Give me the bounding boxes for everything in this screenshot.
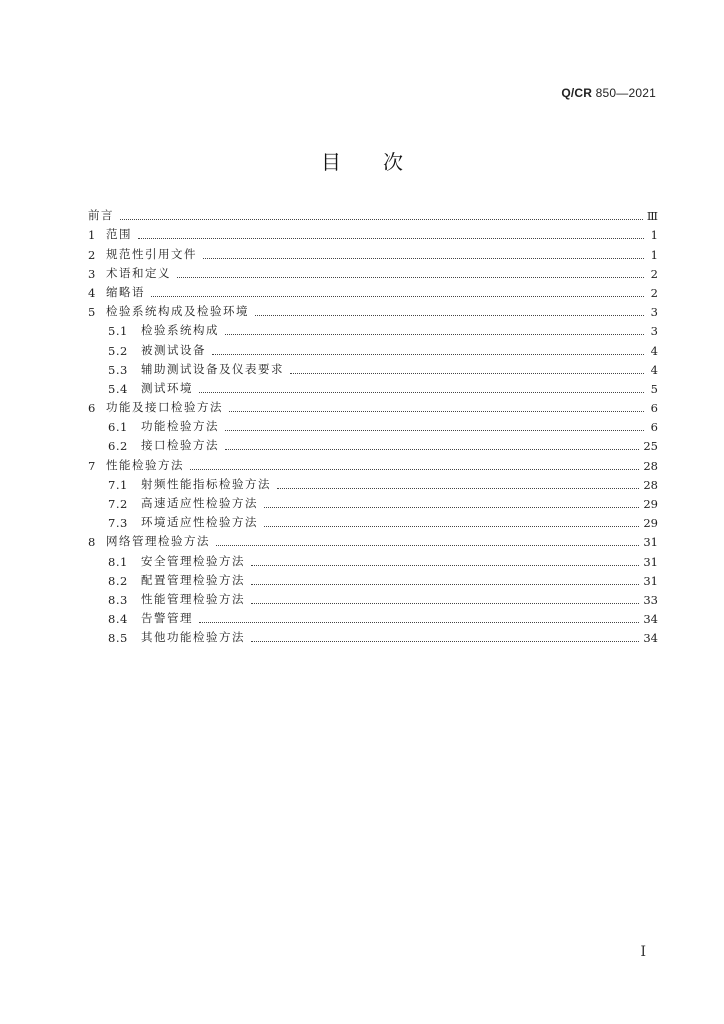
toc-entry[interactable] xyxy=(88,607,658,626)
toc-entry-label: 性能检验方法 xyxy=(106,457,184,472)
toc-leader-dots xyxy=(229,411,644,412)
toc-entry-number: 6 xyxy=(88,401,96,416)
toc-leader-dots xyxy=(290,373,644,374)
toc-entry-page: 5 xyxy=(650,381,658,396)
toc-leader-dots xyxy=(212,354,644,355)
document-code-prefix: Q/CR xyxy=(561,86,593,100)
toc-entry-label: 被测试设备 xyxy=(141,342,206,357)
toc-entry[interactable] xyxy=(88,396,658,415)
toc-leader-dots xyxy=(264,526,639,527)
toc-entry[interactable] xyxy=(88,530,658,549)
toc-entry-number: 7.3 xyxy=(108,516,128,531)
footer-page-number: I xyxy=(640,944,646,960)
toc-entry-number: 8.1 xyxy=(108,554,128,569)
toc-entry[interactable] xyxy=(88,204,658,223)
document-code xyxy=(561,86,656,100)
toc-leader-dots xyxy=(216,545,639,546)
toc-entry-page: 34 xyxy=(643,631,658,646)
toc-entry-label: 配置管理检验方法 xyxy=(141,572,245,587)
toc-entry-label: 规范性引用文件 xyxy=(106,246,197,261)
toc-leader-dots xyxy=(203,258,644,259)
toc-entry-label: 高速适应性检验方法 xyxy=(141,496,258,510)
toc-leader-dots xyxy=(199,392,644,393)
table-of-contents xyxy=(88,204,658,645)
toc-entry-number: 5.4 xyxy=(108,381,128,396)
toc-entry-page: 29 xyxy=(643,516,658,531)
toc-entry-label: 告警管理 xyxy=(141,611,193,626)
toc-leader-dots xyxy=(225,449,639,450)
toc-entry-number: 8 xyxy=(88,535,96,550)
toc-entry[interactable] xyxy=(88,281,658,300)
page-title: 目次 xyxy=(321,150,445,174)
toc-entry-number: 5 xyxy=(88,305,96,320)
toc-entry-page: 28 xyxy=(643,477,658,492)
toc-entry-page: 31 xyxy=(643,535,658,550)
toc-entry-page: 29 xyxy=(643,497,658,511)
toc-entry-label: 缩略语 xyxy=(106,284,145,299)
toc-entry[interactable] xyxy=(88,569,658,588)
toc-entry[interactable] xyxy=(88,223,658,242)
toc-entry-page: 3 xyxy=(650,324,658,339)
toc-entry[interactable] xyxy=(88,415,658,434)
toc-entry-label: 辅助测试设备及仪表要求 xyxy=(141,361,284,376)
toc-leader-dots xyxy=(120,219,643,220)
toc-entry-page: 2 xyxy=(650,285,658,300)
toc-entry-page: 33 xyxy=(643,592,658,607)
toc-leader-dots xyxy=(251,565,639,566)
toc-entry-number: 1 xyxy=(88,228,96,243)
toc-entry-label: 检验系统构成及检验环境 xyxy=(106,304,249,319)
toc-entry[interactable] xyxy=(88,588,658,607)
toc-leader-dots xyxy=(255,315,644,316)
toc-leader-dots xyxy=(138,238,644,239)
toc-leader-dots xyxy=(264,507,639,508)
toc-entry-label: 环境适应性检验方法 xyxy=(141,515,258,530)
toc-entry-number: 5.1 xyxy=(108,324,128,339)
document-code-number: 850—2021 xyxy=(595,86,656,100)
toc-entry[interactable] xyxy=(88,338,658,357)
toc-entry[interactable] xyxy=(88,300,658,319)
toc-leader-dots xyxy=(277,488,639,489)
toc-entry-page: 2 xyxy=(650,266,658,281)
toc-entry-number: 8.4 xyxy=(108,612,128,627)
toc-entry-number: 7 xyxy=(88,458,96,473)
toc-entry-number: 4 xyxy=(88,285,96,300)
toc-entry-label: 安全管理检验方法 xyxy=(141,553,245,568)
toc-entry-label: 性能管理检验方法 xyxy=(141,591,245,606)
toc-entry[interactable] xyxy=(88,492,658,511)
toc-entry-number: 7.2 xyxy=(108,497,128,511)
toc-entry[interactable] xyxy=(88,473,658,492)
toc-entry-page: 1 xyxy=(650,228,658,243)
toc-entry-page: Ⅲ xyxy=(646,209,658,224)
toc-leader-dots xyxy=(251,584,639,585)
toc-leader-dots xyxy=(225,334,644,335)
toc-entry-number: 5.2 xyxy=(108,343,128,358)
toc-entry-page: 6 xyxy=(650,401,658,416)
toc-entry[interactable] xyxy=(88,242,658,261)
toc-entry-number: 3 xyxy=(88,266,96,281)
toc-entry-label: 网络管理检验方法 xyxy=(106,534,210,549)
toc-entry-label: 测试环境 xyxy=(141,380,193,395)
toc-entry[interactable] xyxy=(88,626,658,645)
toc-entry-label: 前言 xyxy=(88,208,114,223)
toc-entry-page: 4 xyxy=(650,343,658,358)
toc-leader-dots xyxy=(190,469,639,470)
toc-entry-page: 28 xyxy=(643,458,658,473)
toc-leader-dots xyxy=(251,641,639,642)
toc-entry-number: 8.2 xyxy=(108,573,128,588)
toc-entry-number: 5.3 xyxy=(108,362,128,377)
toc-entry[interactable] xyxy=(88,377,658,396)
toc-entry[interactable] xyxy=(88,358,658,377)
toc-entry-page: 31 xyxy=(643,554,658,569)
toc-entry-page: 31 xyxy=(643,573,658,588)
toc-entry-label: 范围 xyxy=(106,227,132,242)
toc-entry[interactable] xyxy=(88,319,658,338)
toc-leader-dots xyxy=(199,622,639,623)
toc-entry-page: 4 xyxy=(650,362,658,377)
toc-entry[interactable] xyxy=(88,511,658,530)
toc-entry-label: 检验系统构成 xyxy=(141,323,219,338)
toc-entry[interactable] xyxy=(88,434,658,453)
toc-entry-label: 功能检验方法 xyxy=(141,419,219,434)
toc-leader-dots xyxy=(177,277,644,278)
toc-entry-label: 射频性能指标检验方法 xyxy=(141,476,271,491)
toc-entry-page: 25 xyxy=(643,439,658,454)
toc-entry-label: 功能及接口检验方法 xyxy=(106,400,223,415)
toc-leader-dots xyxy=(151,296,644,297)
toc-entry-page: 34 xyxy=(643,612,658,627)
toc-entry-label: 其他功能检验方法 xyxy=(141,630,245,645)
toc-entry-label: 接口检验方法 xyxy=(141,438,219,453)
toc-entry[interactable] xyxy=(88,453,658,472)
toc-entry-number: 7.1 xyxy=(108,477,128,492)
toc-entry[interactable] xyxy=(88,262,658,281)
toc-entry-number: 2 xyxy=(88,247,96,262)
toc-entry-page: 6 xyxy=(650,420,658,435)
toc-leader-dots xyxy=(225,430,644,431)
toc-entry-label: 术语和定义 xyxy=(106,265,171,280)
toc-entry-number: 8.3 xyxy=(108,592,128,607)
toc-leader-dots xyxy=(251,603,639,604)
toc-entry-number: 6.1 xyxy=(108,420,128,435)
toc-entry-number: 6.2 xyxy=(108,439,128,454)
toc-entry-page: 3 xyxy=(650,305,658,320)
toc-entry-page: 1 xyxy=(650,247,658,262)
toc-entry-number: 8.5 xyxy=(108,631,128,646)
toc-entry[interactable] xyxy=(88,549,658,568)
